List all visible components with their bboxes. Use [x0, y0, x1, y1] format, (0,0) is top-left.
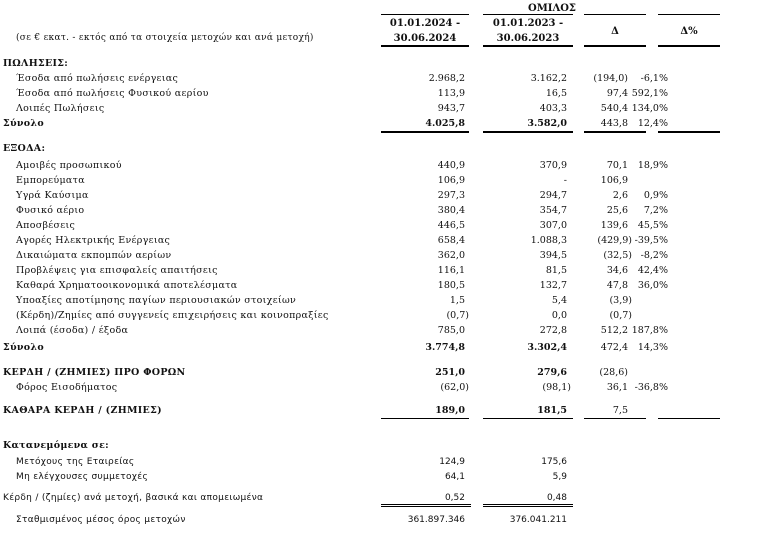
value-delta: 7,5 [612, 405, 628, 416]
value-2023: 5,9 [552, 472, 567, 482]
value-2023: 5,4 [551, 295, 567, 306]
sales-total-rule-c1 [381, 131, 469, 133]
header-rule-bottom-c1 [381, 45, 469, 47]
header-rule-bottom-c2 [483, 45, 573, 47]
value-delta-pct: 14,3% [637, 342, 668, 353]
value-delta-pct: 134,0% [631, 103, 668, 114]
sales-total-rule-c4 [658, 131, 720, 133]
value-delta: 2,6 [612, 190, 628, 201]
value-delta: 70,1 [606, 160, 628, 171]
value-2023: 181,5 [537, 405, 567, 416]
row-label: Έσοδα από πωλήσεις Φυσικού αερίου [16, 88, 209, 99]
value-delta: 139,6 [600, 220, 628, 231]
value-2024: 124,9 [439, 457, 465, 467]
value-2023: 81,5 [545, 265, 567, 276]
col-delta-pct-header: Δ% [680, 26, 698, 37]
value-2024: 658,4 [437, 235, 465, 246]
value-2023: 370,9 [539, 160, 567, 171]
value-2023: 307,0 [539, 220, 567, 231]
row-label: (Κέρδη)/Ζημίες από συγγενείς επιχειρήσεις και κοινοπραξίες [16, 310, 329, 321]
value-2024: 189,0 [435, 405, 465, 416]
value-2024: (0,7) [446, 310, 469, 321]
value-2024: 113,9 [437, 88, 465, 99]
value-2024: 1,5 [449, 295, 465, 306]
value-2024: 251,0 [435, 367, 465, 378]
value-delta: 512,2 [600, 325, 628, 336]
group-header: ΟΜΙΛΟΣ [528, 3, 576, 14]
value-2024: 362,0 [437, 250, 465, 261]
value-2023: 16,5 [545, 88, 567, 99]
value-2023: 0,0 [551, 310, 567, 321]
value-2023: 3.162,2 [530, 73, 567, 84]
row-label: Μετόχους της Εταιρείας [16, 457, 135, 467]
value-2023: 394,5 [539, 250, 567, 261]
col-2023-header-line2: 30.06.2023 [496, 33, 560, 44]
value-delta-pct: 18,9% [637, 160, 668, 171]
row-label: Υγρά Καύσιμα [16, 190, 89, 201]
value-2024: 0,52 [444, 493, 465, 503]
value-delta-pct: 592,1% [631, 88, 668, 99]
row-label: Δικαιώματα εκπομπών αερίων [16, 250, 172, 261]
value-2024: 4.025,8 [425, 118, 465, 129]
value-delta-pct: 45,5% [637, 220, 668, 231]
value-2023: (98,1) [542, 382, 571, 393]
value-2023: 3.302,4 [527, 342, 567, 353]
header-rule-top-c2 [483, 14, 573, 15]
value-delta-pct: 187,8% [631, 325, 668, 336]
sales-total-rule-c2 [483, 131, 573, 133]
value-2024: 180,5 [437, 280, 465, 291]
value-2023: 132,7 [539, 280, 567, 291]
row-label: Αμοιβές προσωπικού [16, 160, 122, 171]
value-delta-pct: 12,4% [637, 118, 668, 129]
value-2024: 943,7 [437, 103, 465, 114]
col-2024-header-line2: 30.06.2024 [393, 33, 457, 44]
value-2023: 175,6 [541, 457, 567, 467]
sales-section-title: ΠΩΛΗΣΕΙΣ: [3, 58, 69, 69]
row-label: Εμπορεύματα [16, 175, 85, 186]
row-label: ΚΕΡΔΗ / (ΖΗΜΙΕΣ) ΠΡΟ ΦΟΡΩΝ [3, 367, 186, 378]
col-2023-header-line1: 01.01.2023 - [492, 18, 564, 29]
eps-rule-c1 [381, 504, 471, 507]
value-2024: 297,3 [437, 190, 465, 201]
value-2023: 272,8 [539, 325, 567, 336]
row-label: Φυσικό αέριο [16, 205, 85, 216]
value-delta-pct: 36,0% [637, 280, 668, 291]
value-delta: 34,6 [606, 265, 628, 276]
row-label: Αγορές Ηλεκτρικής Ενέργειας [16, 235, 171, 246]
value-delta: 25,6 [606, 205, 628, 216]
value-delta-pct: 42,4% [637, 265, 668, 276]
value-delta-pct: -36,8% [634, 382, 668, 393]
eps-rule-c2 [483, 504, 573, 507]
sales-total-rule-c3 [584, 131, 646, 133]
header-rule-top-c3 [584, 14, 646, 15]
header-rule-bottom-c3 [584, 45, 646, 47]
value-delta: 540,4 [600, 103, 628, 114]
value-delta: (3,9) [609, 295, 632, 306]
row-label: Έσοδα από πωλήσεις ενέργειας [16, 73, 179, 84]
expenses-section-title: ΕΞΟΔΑ: [3, 143, 46, 154]
value-delta: (194,0) [593, 73, 628, 84]
value-delta-pct: -6,1% [640, 73, 668, 84]
net-rule-c2 [483, 418, 573, 419]
value-2023: - [563, 175, 567, 186]
row-label: Σύνολο [3, 342, 45, 353]
value-2024: 440,9 [437, 160, 465, 171]
row-label: Καθαρά Χρηματοοικονομικά αποτελέσματα [16, 280, 238, 291]
value-delta: (32,5) [603, 250, 632, 261]
net-rule-c3 [584, 418, 646, 419]
header-rule-bottom-c4 [658, 45, 720, 47]
row-label: Κέρδη / (ζημίες) ανά μετοχή, βασικά και απομειωμένα [3, 493, 264, 503]
units-note: (σε € εκατ. - εκτός από τα στοιχεία μετοχών και ανά μετοχή) [16, 33, 314, 43]
row-label: Λοιπές Πωλήσεις [16, 103, 105, 114]
value-2023: 279,6 [537, 367, 567, 378]
value-delta-pct: -8,2% [640, 250, 668, 261]
value-delta: 106,9 [600, 175, 628, 186]
value-2023: 294,7 [539, 190, 567, 201]
net-rule-c1 [381, 418, 469, 419]
value-2023: 1.088,3 [530, 235, 567, 246]
value-delta: (0,7) [609, 310, 632, 321]
row-label: Αποσβέσεις [16, 220, 76, 231]
value-delta-pct: -39,5% [634, 235, 668, 246]
row-label: Προβλέψεις για επισφαλείς απαιτήσεις [16, 265, 218, 276]
value-delta: 472,4 [600, 342, 628, 353]
row-label: Μη ελέγχουσες συμμετοχές [16, 472, 149, 482]
col-2024-header-line1: 01.01.2024 - [389, 18, 461, 29]
value-2023: 3.582,0 [527, 118, 567, 129]
value-delta: 36,1 [606, 382, 628, 393]
header-rule-top-c1 [381, 14, 469, 15]
value-delta: 97,4 [606, 88, 628, 99]
value-2024: 785,0 [437, 325, 465, 336]
value-2024: (62,0) [440, 382, 469, 393]
row-label: Σταθμισμένος μέσος όρος μετοχών [16, 515, 186, 525]
value-2023: 403,3 [539, 103, 567, 114]
value-delta-pct: 7,2% [643, 205, 668, 216]
attributable-title: Κατανεμόμενα σε: [3, 440, 109, 451]
net-rule-c4 [658, 418, 720, 419]
value-2024: 2.968,2 [428, 73, 465, 84]
value-2024: 361.897.346 [407, 515, 465, 525]
col-delta-header: Δ [611, 26, 619, 37]
row-label: Λοιπά (έσοδα) / έξοδα [16, 325, 129, 336]
value-2024: 106,9 [437, 175, 465, 186]
row-label: Φόρος Εισοδήματος [16, 382, 118, 393]
value-2023: 376.041.211 [509, 515, 567, 525]
value-2024: 446,5 [437, 220, 465, 231]
value-delta: (429,9) [597, 235, 632, 246]
header-rule-top-c4 [658, 14, 720, 15]
value-delta: (28,6) [599, 367, 628, 378]
value-2023: 354,7 [539, 205, 567, 216]
row-label: Υποαξίες αποτίμησης παγίων περιουσιακών στοιχείων [16, 295, 297, 306]
value-2024: 3.774,8 [425, 342, 465, 353]
value-delta-pct: 0,9% [643, 190, 668, 201]
value-2024: 116,1 [437, 265, 465, 276]
value-2024: 380,4 [437, 205, 465, 216]
row-label: Σύνολο [3, 118, 45, 129]
value-2024: 64,1 [444, 472, 465, 482]
value-2023: 0,48 [546, 493, 567, 503]
row-label: ΚΑΘΑΡΑ ΚΕΡΔΗ / (ΖΗΜΙΕΣ) [3, 405, 162, 416]
value-delta: 443,8 [600, 118, 628, 129]
value-delta: 47,8 [606, 280, 628, 291]
